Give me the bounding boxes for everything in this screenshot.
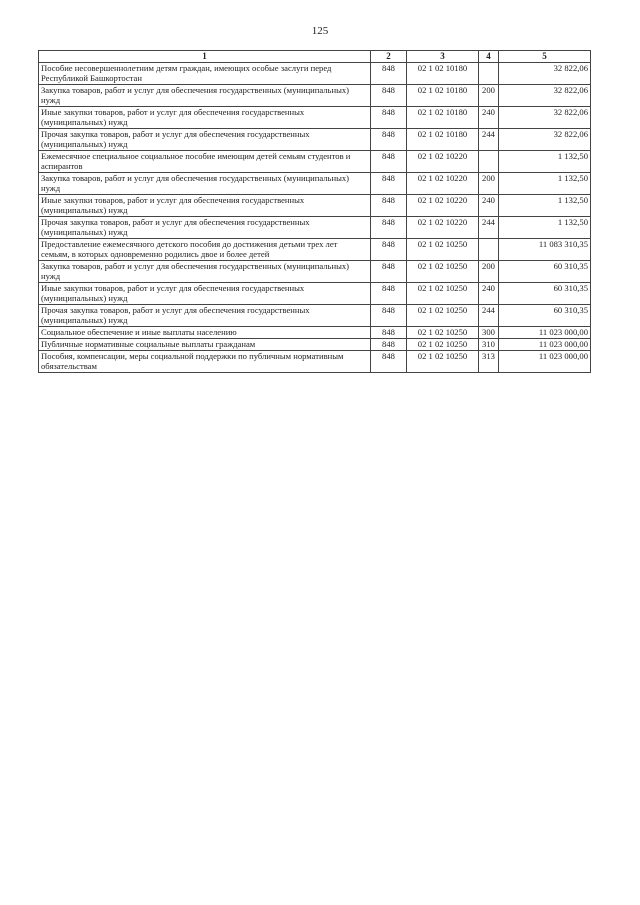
table-row: [39, 85, 591, 107]
row-amount: 60 310,35: [499, 305, 591, 327]
row-amount: 1 132,50: [499, 151, 591, 173]
table-row: [39, 151, 591, 173]
row-ministry: 848: [371, 107, 407, 129]
row-amount: 1 132,50: [499, 173, 591, 195]
row-type: 313: [479, 351, 499, 373]
row-type: 310: [479, 339, 499, 351]
row-ministry: 848: [371, 195, 407, 217]
row-type: 240: [479, 107, 499, 129]
row-name: Ежемесячное специальное социальное пособие имеющим детей семьям студентов и аспирантов: [39, 151, 371, 173]
row-type: 300: [479, 327, 499, 339]
table-row: [39, 351, 591, 373]
row-type: 200: [479, 173, 499, 195]
row-amount: 60 310,35: [499, 283, 591, 305]
row-article: 02 1 02 10250: [407, 327, 479, 339]
row-type: 244: [479, 305, 499, 327]
row-type: [479, 63, 499, 85]
row-amount: 60 310,35: [499, 261, 591, 283]
header-col-1: 1: [39, 51, 371, 63]
row-name: Иные закупки товаров, работ и услуг для обеспечения государственных (муниципальных) нужд: [39, 283, 371, 305]
table-row: [39, 305, 591, 327]
row-name: Иные закупки товаров, работ и услуг для обеспечения государственных (муниципальных) нужд: [39, 195, 371, 217]
table-row: [39, 217, 591, 239]
row-ministry: 848: [371, 327, 407, 339]
row-name: Пособие несовершеннолетним детям граждан, имеющих особые заслуги перед Республикой Башкортостан: [39, 63, 371, 85]
table-row: [39, 107, 591, 129]
row-name: Иные закупки товаров, работ и услуг для обеспечения государственных (муниципальных) нужд: [39, 107, 371, 129]
row-type: 240: [479, 195, 499, 217]
row-amount: 11 023 000,00: [499, 339, 591, 351]
table-row: [39, 195, 591, 217]
row-name: Пособия, компенсации, меры социальной поддержки по публичным нормативным обязательствам: [39, 351, 371, 373]
row-type: 240: [479, 283, 499, 305]
row-ministry: 848: [371, 339, 407, 351]
table-row: [39, 283, 591, 305]
row-amount: 11 023 000,00: [499, 327, 591, 339]
table-row: [39, 239, 591, 261]
row-article: 02 1 02 10250: [407, 305, 479, 327]
row-amount: 1 132,50: [499, 217, 591, 239]
row-amount: 32 822,06: [499, 63, 591, 85]
table-row: [39, 339, 591, 351]
table-row: [39, 173, 591, 195]
row-amount: 32 822,06: [499, 129, 591, 151]
row-ministry: 848: [371, 129, 407, 151]
row-name: Закупка товаров, работ и услуг для обеспечения государственных (муниципальных) нужд: [39, 85, 371, 107]
row-article: 02 1 02 10250: [407, 261, 479, 283]
row-article: 02 1 02 10220: [407, 151, 479, 173]
table-row: [39, 63, 591, 85]
table-row: [39, 261, 591, 283]
row-type: 244: [479, 129, 499, 151]
budget-table: [38, 50, 591, 373]
row-ministry: 848: [371, 305, 407, 327]
row-ministry: 848: [371, 239, 407, 261]
row-type: 200: [479, 261, 499, 283]
row-ministry: 848: [371, 151, 407, 173]
row-article: 02 1 02 10250: [407, 339, 479, 351]
row-amount: 11 023 000,00: [499, 351, 591, 373]
row-name: Прочая закупка товаров, работ и услуг для обеспечения государственных (муниципальных) нужд: [39, 129, 371, 151]
row-type: [479, 151, 499, 173]
row-name: Закупка товаров, работ и услуг для обеспечения государственных (муниципальных) нужд: [39, 173, 371, 195]
row-name: Предоставление ежемесячного детского пособия до достижения детьми трех лет семьям, в которых одновременно родились двое и более детей: [39, 239, 371, 261]
row-name: Публичные нормативные социальные выплаты гражданам: [39, 339, 371, 351]
row-ministry: 848: [371, 283, 407, 305]
row-amount: 11 083 310,35: [499, 239, 591, 261]
row-article: 02 1 02 10220: [407, 173, 479, 195]
header-col-2: 2: [371, 51, 407, 63]
row-name: Прочая закупка товаров, работ и услуг для обеспечения государственных (муниципальных) нужд: [39, 305, 371, 327]
row-article: 02 1 02 10180: [407, 129, 479, 151]
row-article: 02 1 02 10180: [407, 63, 479, 85]
row-ministry: 848: [371, 63, 407, 85]
row-ministry: 848: [371, 85, 407, 107]
table-row: [39, 327, 591, 339]
row-type: 200: [479, 85, 499, 107]
row-article: 02 1 02 10220: [407, 217, 479, 239]
row-article: 02 1 02 10220: [407, 195, 479, 217]
page-number: 125: [311, 25, 329, 37]
row-article: 02 1 02 10250: [407, 283, 479, 305]
row-type: 244: [479, 217, 499, 239]
row-amount: 32 822,06: [499, 85, 591, 107]
row-amount: 1 132,50: [499, 195, 591, 217]
table-row: [39, 129, 591, 151]
header-col-5: 5: [499, 51, 591, 63]
row-type: [479, 239, 499, 261]
row-name: Социальное обеспечение и иные выплаты населению: [39, 327, 371, 339]
row-article: 02 1 02 10250: [407, 239, 479, 261]
row-article: 02 1 02 10250: [407, 351, 479, 373]
row-ministry: 848: [371, 261, 407, 283]
row-ministry: 848: [371, 351, 407, 373]
row-ministry: 848: [371, 217, 407, 239]
row-ministry: 848: [371, 173, 407, 195]
header-col-3: 3: [407, 51, 479, 63]
row-name: Закупка товаров, работ и услуг для обеспечения государственных (муниципальных) нужд: [39, 261, 371, 283]
row-name: Прочая закупка товаров, работ и услуг для обеспечения государственных (муниципальных) нужд: [39, 217, 371, 239]
row-article: 02 1 02 10180: [407, 107, 479, 129]
header-col-4: 4: [479, 51, 499, 63]
row-amount: 32 822,06: [499, 107, 591, 129]
header-row: [39, 51, 591, 63]
row-article: 02 1 02 10180: [407, 85, 479, 107]
